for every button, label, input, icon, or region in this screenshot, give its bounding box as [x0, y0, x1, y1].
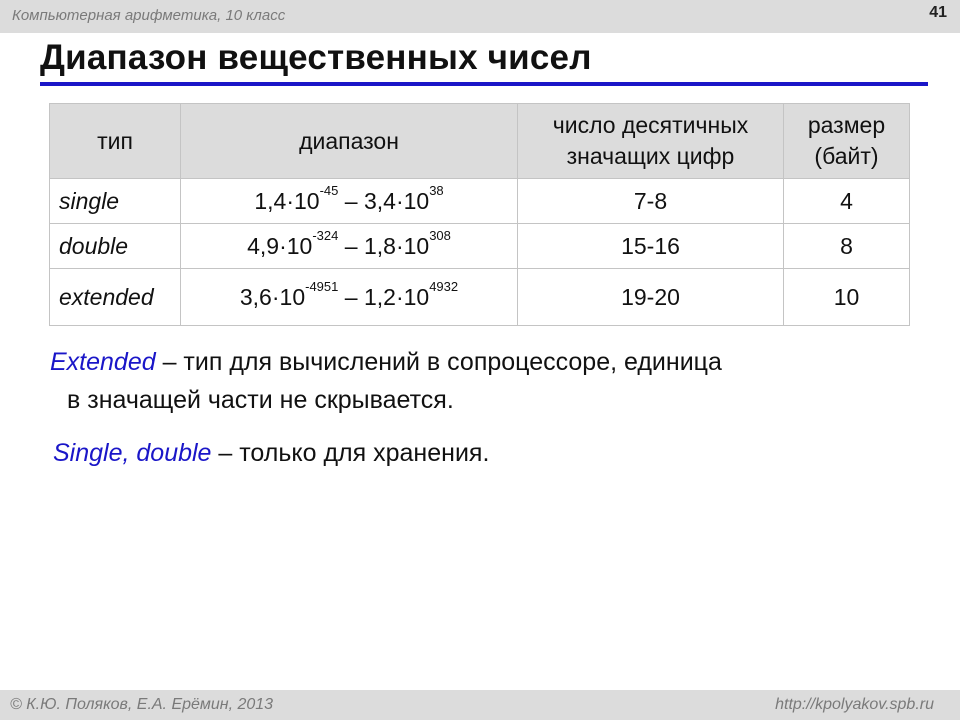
dot: ·: [395, 232, 404, 259]
row-type: double: [50, 224, 181, 269]
row-range: [181, 224, 518, 269]
table-row: [50, 179, 910, 224]
min-exponent: -4951: [305, 278, 339, 294]
base: 10: [403, 187, 430, 214]
max-mantissa: 1,2: [363, 283, 396, 310]
row-range: [181, 179, 518, 224]
header-digits: [518, 104, 784, 179]
footer-bar: [0, 690, 960, 720]
row-type: extended: [50, 269, 181, 326]
row-size: 8: [784, 224, 910, 269]
header-size-text: размер (байт): [807, 112, 886, 169]
row-size: 4: [784, 179, 910, 224]
range-expression: [247, 227, 451, 260]
max-mantissa: 1,8: [363, 232, 396, 259]
page-title: Диапазон вещественных чисел: [40, 38, 592, 77]
dash: –: [344, 232, 358, 259]
max-exponent: 38: [429, 182, 444, 198]
course-label: Компьютерная арифметика, 10 класс: [12, 7, 286, 24]
row-digits: 15-16: [518, 224, 784, 269]
real-number-ranges-table: [49, 103, 910, 326]
min-mantissa: 3,6: [239, 283, 272, 310]
note-text-continued: в значащей части не скрывается.: [67, 386, 454, 414]
footer-url[interactable]: http://kpolyakov.spb.ru: [775, 696, 934, 713]
max-mantissa: 3,4: [363, 187, 396, 214]
note-extended: [50, 343, 930, 419]
max-exponent: 308: [429, 227, 451, 243]
dot: ·: [279, 232, 287, 259]
header-type: тип: [50, 104, 181, 179]
table-row: [50, 224, 910, 269]
base: 10: [403, 283, 430, 310]
row-digits: 19-20: [518, 269, 784, 326]
base: 10: [293, 187, 320, 214]
dot: ·: [286, 187, 294, 214]
page-number: 41: [929, 4, 947, 21]
row-digits: 7-8: [518, 179, 784, 224]
note-text: – тип для вычислений в сопроцессоре, единица: [155, 348, 722, 376]
footer-authors: © К.Ю. Поляков, Е.А. Ерёмин, 2013: [10, 696, 274, 713]
row-range: [181, 269, 518, 326]
min-exponent: -45: [319, 182, 339, 198]
title-underline: [40, 82, 928, 86]
header-size: [784, 104, 910, 179]
dot: ·: [395, 283, 404, 310]
base: 10: [286, 232, 313, 259]
range-expression: [239, 278, 459, 311]
table-header-row: [50, 104, 910, 179]
header-digits-text: число десятичных значащих цифр: [552, 112, 749, 169]
min-mantissa: 1,4: [254, 187, 287, 214]
range-expression: [254, 182, 444, 215]
min-exponent: -324: [312, 227, 339, 243]
max-exponent: 4932: [429, 278, 459, 294]
dot: ·: [395, 187, 404, 214]
base: 10: [403, 232, 430, 259]
row-type: single: [50, 179, 181, 224]
table-row: [50, 269, 910, 326]
note-text: – только для хранения.: [211, 439, 490, 467]
dash: –: [344, 283, 358, 310]
note-term: Single, double: [53, 439, 212, 467]
note-term: Extended: [50, 348, 156, 376]
note-single-double: [53, 434, 489, 472]
min-mantissa: 4,9: [247, 232, 280, 259]
base: 10: [279, 283, 306, 310]
header-bar: [0, 0, 960, 33]
dash: –: [344, 187, 358, 214]
header-range: диапазон: [181, 104, 518, 179]
row-size: 10: [784, 269, 910, 326]
dot: ·: [271, 283, 280, 310]
